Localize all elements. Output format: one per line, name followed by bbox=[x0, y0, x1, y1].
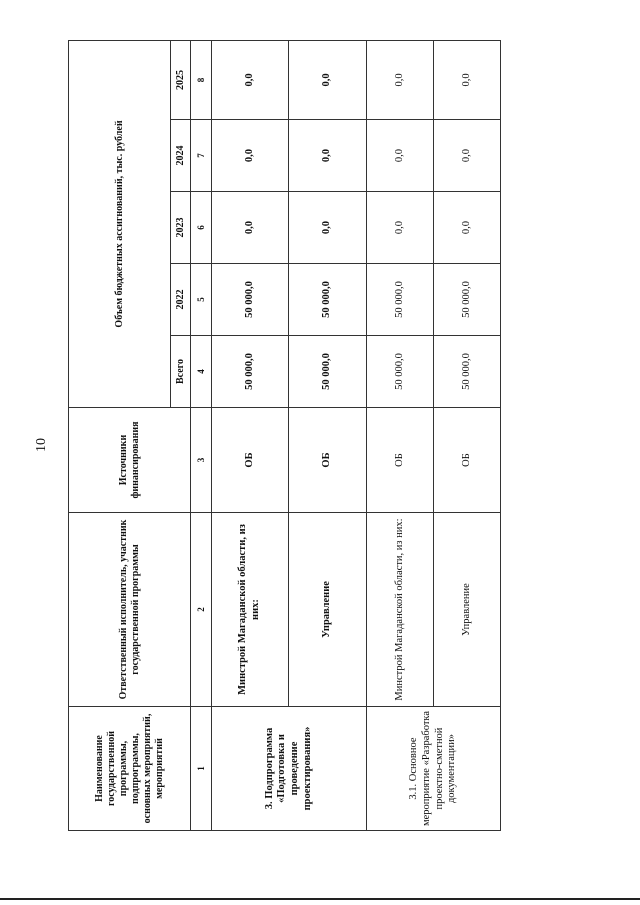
value-2023: 0,0 bbox=[212, 192, 289, 264]
header-year-2023: 2023 bbox=[171, 192, 191, 264]
source-cell: ОБ bbox=[289, 408, 367, 513]
header-year-2022: 2022 bbox=[171, 264, 191, 336]
table-row bbox=[367, 40, 434, 830]
executor-cell: Управление bbox=[434, 513, 501, 707]
program-name-cell: 3. Подпрограмма «Подготовка и проведение проектирования» bbox=[212, 707, 367, 831]
value-2024: 0,0 bbox=[367, 120, 434, 192]
value-2025: 0,0 bbox=[434, 40, 501, 119]
budget-table bbox=[68, 40, 501, 831]
col-number: 8 bbox=[191, 40, 212, 119]
value-total: 50 000,0 bbox=[212, 336, 289, 408]
value-total: 50 000,0 bbox=[367, 336, 434, 408]
header-row bbox=[69, 40, 171, 830]
source-cell: ОБ bbox=[367, 408, 434, 513]
page-number: 10 bbox=[34, 438, 49, 452]
value-2023: 0,0 bbox=[434, 192, 501, 264]
executor-cell: Минстрой Магаданской области, из них: bbox=[212, 513, 289, 707]
rotated-table-container bbox=[68, 41, 500, 831]
col-number: 2 bbox=[191, 513, 212, 707]
value-2024: 0,0 bbox=[434, 120, 501, 192]
value-2024: 0,0 bbox=[289, 120, 367, 192]
value-2022: 50 000,0 bbox=[212, 264, 289, 336]
executor-cell: Управление bbox=[289, 513, 367, 707]
col-number: 1 bbox=[191, 707, 212, 831]
header-executor: Ответственный исполнитель, участник государственной программы bbox=[69, 513, 191, 707]
col-number: 6 bbox=[191, 192, 212, 264]
value-2022: 50 000,0 bbox=[289, 264, 367, 336]
value-2025: 0,0 bbox=[289, 40, 367, 119]
header-year-2024: 2024 bbox=[171, 120, 191, 192]
executor-cell: Минстрой Магаданской области, из них: bbox=[367, 513, 434, 707]
value-2023: 0,0 bbox=[289, 192, 367, 264]
source-cell: ОБ bbox=[434, 408, 501, 513]
header-budget: Объем бюджетных ассигнований, тыс. рублей bbox=[69, 40, 171, 407]
header-year-2025: 2025 bbox=[171, 40, 191, 119]
column-number-row bbox=[191, 40, 212, 830]
value-2025: 0,0 bbox=[212, 40, 289, 119]
source-cell: ОБ bbox=[212, 408, 289, 513]
value-2022: 50 000,0 bbox=[434, 264, 501, 336]
value-2024: 0,0 bbox=[212, 120, 289, 192]
value-2022: 50 000,0 bbox=[367, 264, 434, 336]
header-year-total: Всего bbox=[171, 336, 191, 408]
table-row bbox=[212, 40, 289, 830]
value-2023: 0,0 bbox=[367, 192, 434, 264]
value-total: 50 000,0 bbox=[289, 336, 367, 408]
header-source: Источники финансирования bbox=[69, 408, 191, 513]
value-total: 50 000,0 bbox=[434, 336, 501, 408]
value-2025: 0,0 bbox=[367, 40, 434, 119]
col-number: 4 bbox=[191, 336, 212, 408]
col-number: 3 bbox=[191, 408, 212, 513]
col-number: 5 bbox=[191, 264, 212, 336]
col-number: 7 bbox=[191, 120, 212, 192]
measure-name-cell: 3.1. Основное мероприятие «Разработка проектно-сметной документации» bbox=[367, 707, 501, 831]
header-name: Наименование государственной программы, подпрограммы, основных мероприятий, мероприятий bbox=[69, 707, 191, 831]
bottom-rule bbox=[0, 898, 640, 900]
